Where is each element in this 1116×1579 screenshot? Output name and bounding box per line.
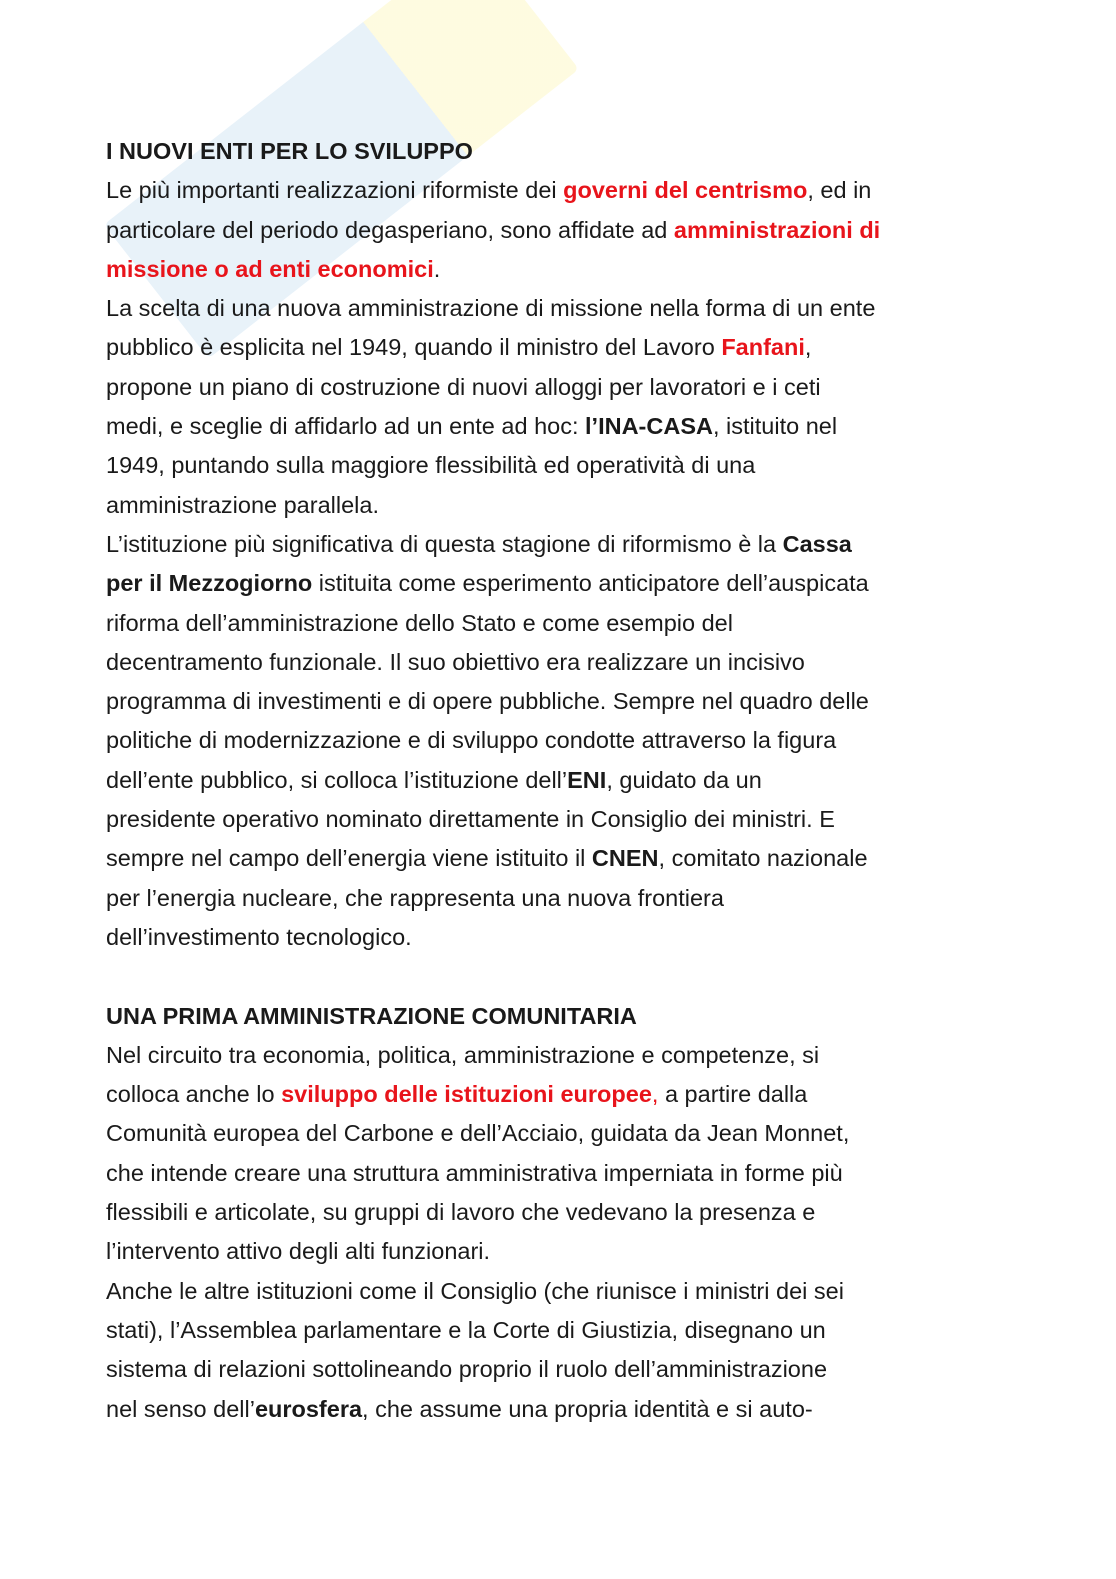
text-segment: per l’energia nucleare, che rappresenta una nuova frontiera xyxy=(106,884,724,911)
text-line xyxy=(106,564,1026,603)
text-segment: , che assume una propria identità e si auto- xyxy=(362,1395,813,1422)
text-segment: , xyxy=(651,1081,659,1108)
text-line xyxy=(106,1193,1026,1232)
highlighted-text: Fanfani xyxy=(721,334,805,361)
text-segment: che intende creare una struttura amministrativa imperniata in forme più xyxy=(106,1159,843,1186)
text-segment: dell’ente pubblico, si colloca l’istituzione dell’ xyxy=(106,766,568,793)
text-line xyxy=(106,1154,1026,1193)
bold-text: eurosfera xyxy=(254,1395,363,1422)
text-line xyxy=(106,1036,1026,1075)
text-line xyxy=(106,1114,1026,1153)
text-line xyxy=(106,682,1026,721)
text-segment: programma di investimenti e di opere pubbliche. Sempre nel quadro delle xyxy=(106,688,869,715)
text-line xyxy=(106,721,1026,760)
text-segment: . xyxy=(433,255,441,282)
text-segment: politiche di modernizzazione e di sviluppo condotte attraverso la figura xyxy=(106,727,837,754)
text-line xyxy=(106,171,1026,210)
text-line xyxy=(106,643,1026,682)
text-line xyxy=(106,800,1026,839)
text-segment: , guidato da un xyxy=(606,766,762,793)
text-segment: , comitato nazionale xyxy=(658,845,868,872)
text-segment: 1949, puntando sulla maggiore flessibilità ed operatività di una xyxy=(106,452,756,479)
text-segment: pubblico è esplicita nel 1949, quando il ministro del Lavoro xyxy=(106,334,722,361)
text-line xyxy=(106,132,1026,171)
bold-text: per il Mezzogiorno xyxy=(106,570,313,597)
bold-text: UNA PRIMA AMMINISTRAZIONE COMUNITARIA xyxy=(106,1002,637,1029)
text-line xyxy=(106,211,1026,250)
text-line xyxy=(106,250,1026,289)
text-segment: decentramento funzionale. Il suo obiettivo era realizzare un incisivo xyxy=(106,648,805,675)
text-segment: l’intervento attivo degli alti funzionari. xyxy=(106,1238,491,1265)
text-segment: Le più importanti realizzazioni riformiste dei xyxy=(106,177,564,204)
text-segment: L’istituzione più significativa di questa stagione di riformismo è la xyxy=(106,530,783,557)
text-line xyxy=(106,761,1026,800)
text-line xyxy=(106,486,1026,525)
text-segment: La scelta di una nuova amministrazione di missione nella forma di un ente xyxy=(106,295,876,322)
text-line xyxy=(106,1311,1026,1350)
text-segment: medi, e sceglie di affidarlo ad un ente ad hoc: xyxy=(106,413,586,440)
bold-text: CNEN xyxy=(591,845,659,872)
text-line xyxy=(106,879,1026,918)
text-segment: , ed in xyxy=(807,177,872,204)
text-segment: dell’investimento tecnologico. xyxy=(106,923,412,950)
text-segment: sempre nel campo dell’energia viene istituito il xyxy=(106,845,592,872)
text-line xyxy=(106,1390,1026,1429)
text-line xyxy=(106,289,1026,328)
highlighted-text: governi del centrismo xyxy=(563,177,808,204)
text-segment: Nel circuito tra economia, politica, amministrazione e competenze, si xyxy=(106,1041,820,1068)
text-segment: colloca anche lo xyxy=(106,1081,282,1108)
text-line xyxy=(106,604,1026,643)
text-segment: Anche le altre istituzioni come il Consiglio (che riunisce i ministri dei sei xyxy=(106,1277,844,1304)
text-segment: a partire dalla xyxy=(658,1081,808,1108)
text-line xyxy=(106,918,1026,957)
text-line xyxy=(106,407,1026,446)
text-line xyxy=(106,839,1026,878)
highlighted-text: amministrazioni di xyxy=(673,216,881,243)
text-segment: nel senso dell’ xyxy=(106,1395,255,1422)
text-segment: sistema di relazioni sottolineando proprio il ruolo dell’amministrazione xyxy=(106,1356,828,1383)
text-line xyxy=(106,1075,1026,1114)
text-segment: propone un piano di costruzione di nuovi alloggi per lavoratori e i ceti xyxy=(106,373,821,400)
text-line xyxy=(106,1272,1026,1311)
bold-text: Cassa xyxy=(782,530,852,557)
text-line xyxy=(106,446,1026,485)
text-line xyxy=(106,1232,1026,1271)
document-body xyxy=(106,132,1026,1429)
text-segment: particolare del periodo degasperiano, sono affidate ad xyxy=(106,216,674,243)
text-line xyxy=(106,368,1026,407)
highlighted-text: missione o ad enti economici xyxy=(106,255,434,282)
text-line xyxy=(106,997,1026,1036)
text-segment: riforma dell’amministrazione dello Stato e come esempio del xyxy=(106,609,733,636)
text-line xyxy=(106,328,1026,367)
bold-text: I NUOVI ENTI PER LO SVILUPPO xyxy=(106,138,473,164)
text-segment: , xyxy=(804,334,812,361)
text-segment: amministrazione parallela. xyxy=(106,491,379,518)
highlighted-text: sviluppo delle istituzioni europee xyxy=(281,1081,652,1108)
text-segment: flessibili e articolate, su gruppi di lavoro che vedevano la presenza e xyxy=(106,1199,816,1226)
text-line xyxy=(106,957,1026,996)
text-segment: istituita come esperimento anticipatore dell’auspicata xyxy=(312,570,869,597)
bold-text: l’INA-CASA xyxy=(585,413,713,440)
text-segment: presidente operativo nominato direttamente in Consiglio dei ministri. E xyxy=(106,806,835,833)
bold-text: ENI xyxy=(567,766,607,793)
text-segment: stati), l’Assemblea parlamentare e la Corte di Giustizia, disegnano un xyxy=(106,1316,826,1343)
text-line xyxy=(106,1350,1026,1389)
text-line xyxy=(106,525,1026,564)
text-segment: Comunità europea del Carbone e dell’Acciaio, guidata da Jean Monnet, xyxy=(106,1120,850,1147)
text-segment: , istituito nel xyxy=(712,413,838,440)
